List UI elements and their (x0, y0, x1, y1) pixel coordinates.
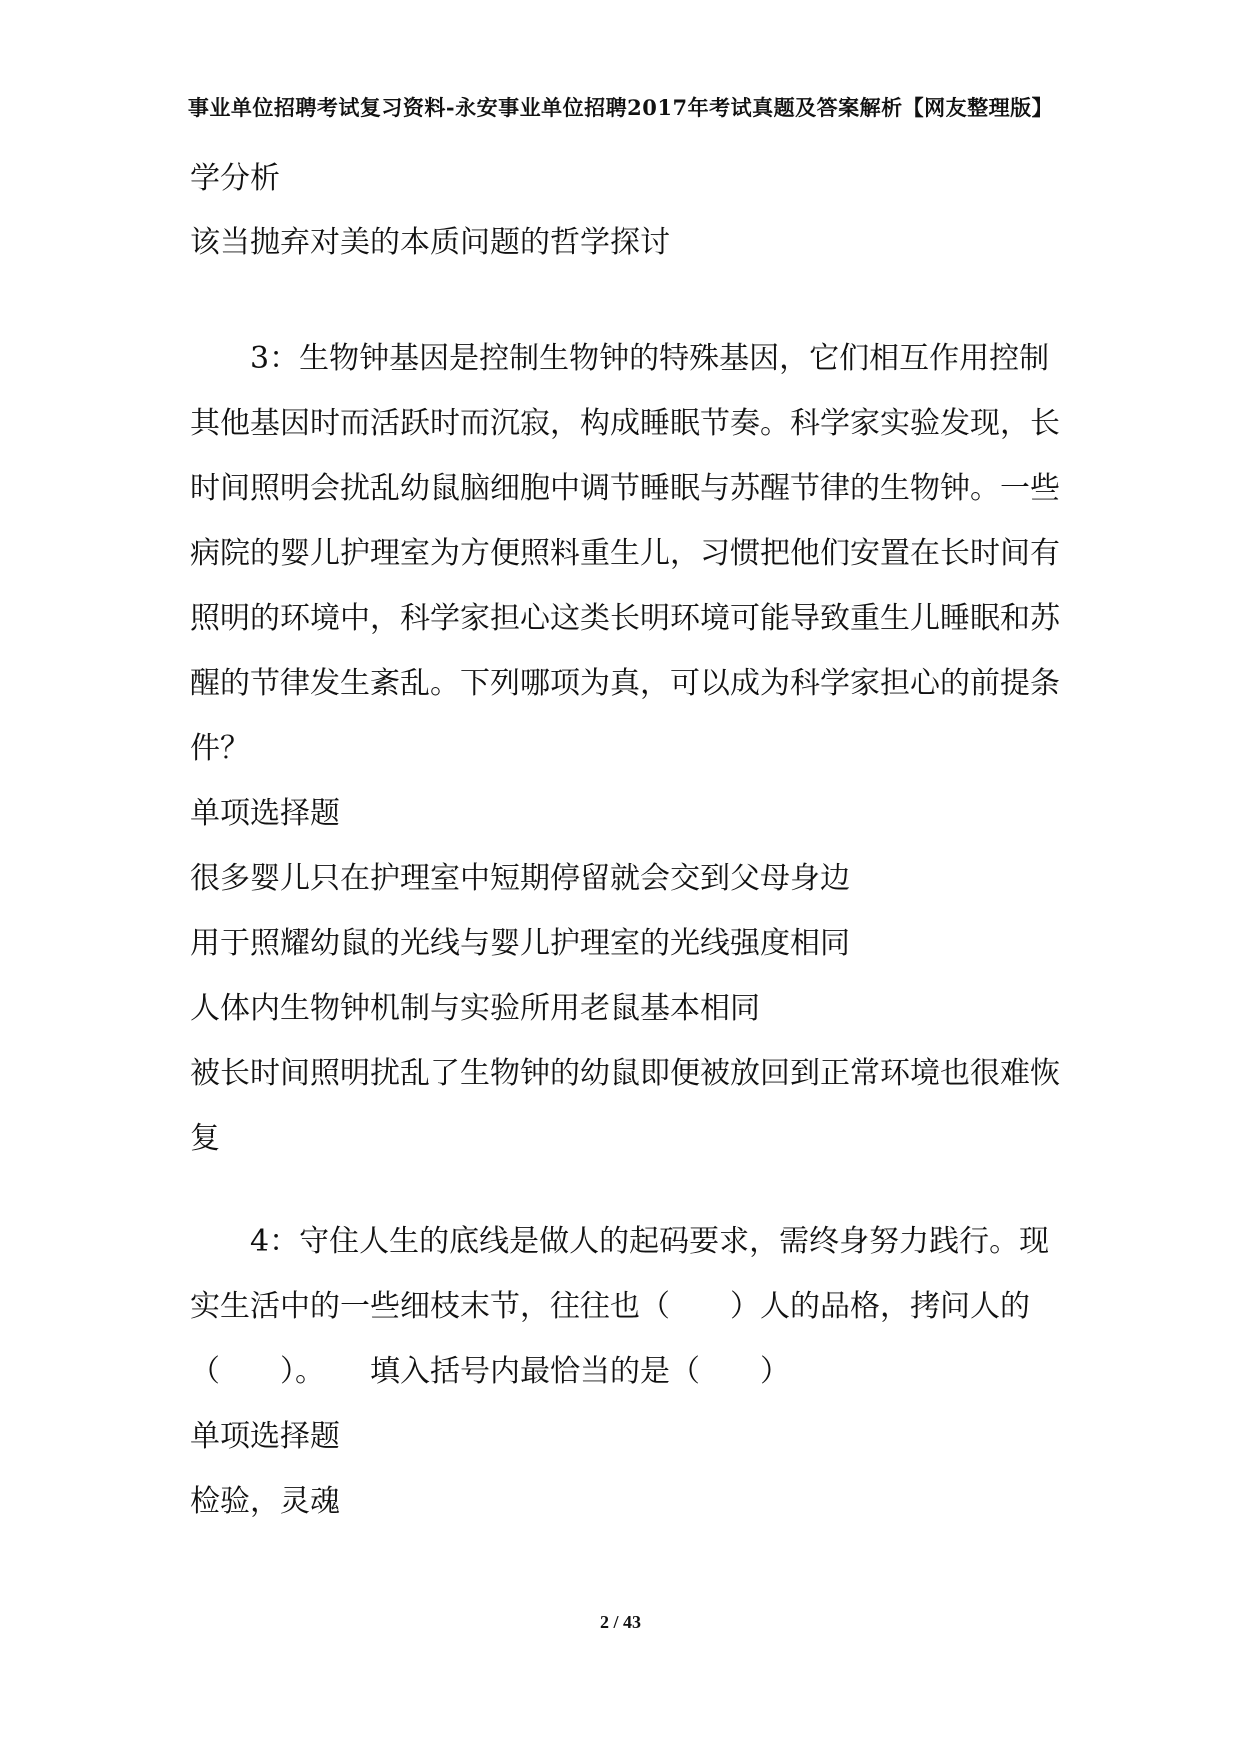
prev-option: 该当抛弃对美的本质问题的哲学探讨 (190, 225, 670, 260)
question-3-stem: 3：生物钟基因是控制生物钟的特殊基因，它们相互作用控制其他基因时而活跃时而沉寂，构成睡眠节奏。科学家实验发现，长时间照明会扰乱幼鼠脑细胞中调节睡眠与苏醒节律的生物钟。一些病院的婴儿护理室为方便照料重生儿，习惯把他们安置在长时间有照明的环境中，科学家担心这类长明环境可能导致重生儿睡眠和苏醒的节律发生紊乱。下列哪项为真，可以成为科学家担心的前提条件？ (190, 341, 1060, 766)
question-3-option: 人体内生物钟机制与实验所用老鼠基本相同 (190, 991, 760, 1026)
question-4-type: 单项选择题 (190, 1419, 340, 1454)
question-3-type: 单项选择题 (190, 796, 340, 831)
question-4 (190, 1209, 1070, 1534)
document-header: 事业单位招聘考试复习资料-永安事业单位招聘2017年考试真题及答案解析【网友整理版】 (187, 95, 1054, 120)
question-4-stem: 4：守住人生的底线是做人的起码要求，需终身努力践行。现实生活中的一些细枝末节，往往也（ ）人的品格，拷问人的（ ）。 填入括号内最恰当的是（ ） (190, 1224, 1050, 1389)
question-4-option: 检验，灵魂 (190, 1484, 340, 1519)
question-3 (190, 326, 1070, 1171)
page-number: 2 / 43 (599, 1612, 641, 1632)
page-content (190, 160, 1070, 1534)
prev-answer-fragment: 学分析 (190, 161, 280, 196)
question-3-option: 被长时间照明扰乱了生物钟的幼鼠即便被放回到正常环境也很难恢复 (190, 1056, 1060, 1156)
question-3-option: 很多婴儿只在护理室中短期停留就会交到父母身边 (190, 861, 850, 896)
question-3-option: 用于照耀幼鼠的光线与婴儿护理室的光线强度相同 (190, 926, 850, 961)
spacer (190, 1171, 1070, 1209)
spacer (190, 288, 1070, 326)
